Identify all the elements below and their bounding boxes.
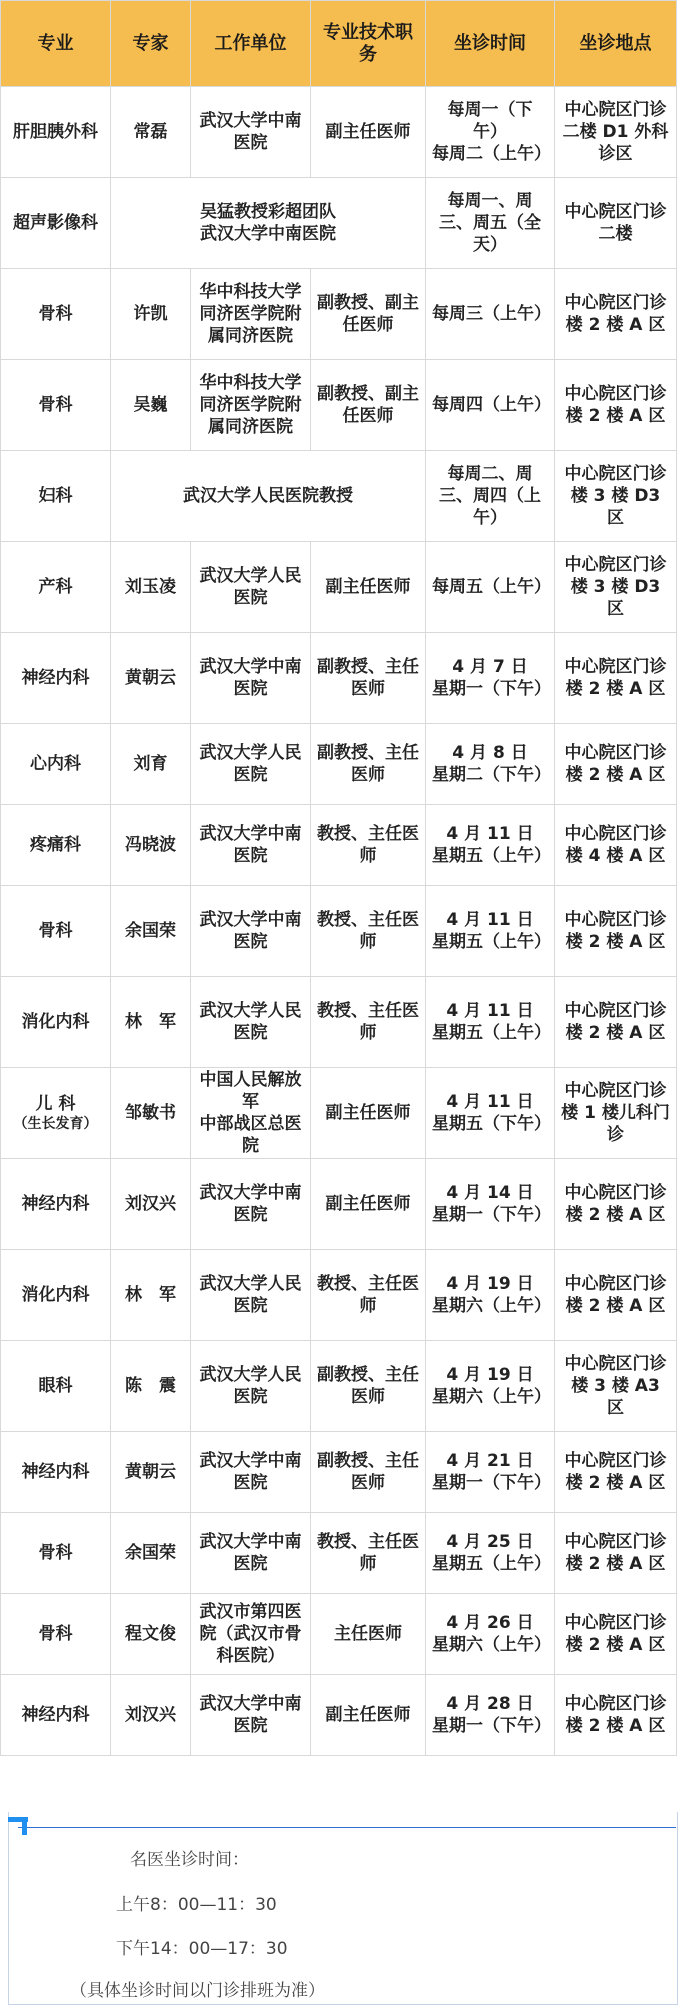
cell-place: 中心院区门诊楼 2 楼 A 区 — [555, 886, 677, 977]
cell-dept — [1, 724, 111, 805]
cell-time: 每周一（下午） 每周二（上午） — [426, 87, 555, 178]
cell-time: 每周三（上午） — [426, 269, 555, 360]
cell-dept-text: 骨科 — [38, 304, 73, 324]
cell-title: 教授、主任医师 — [311, 1250, 426, 1341]
header-time: 坐诊时间 — [426, 1, 555, 87]
cell-dept-text: 神经内科 — [21, 668, 90, 688]
header-title: 专业技术职务 — [311, 1, 426, 87]
cell-dept — [1, 633, 111, 724]
cell-place: 中心院区门诊楼 2 楼 A 区 — [555, 1250, 677, 1341]
cell-time: 4 月 11 日 星期五（上午） — [426, 805, 555, 886]
cell-place: 中心院区门诊楼 2 楼 A 区 — [555, 1159, 677, 1250]
table-row — [1, 451, 677, 542]
cell-unit: 武汉大学人民医院 — [191, 724, 311, 805]
cell-merged-expert-unit: 吴猛教授彩超团队 武汉大学中南医院 — [111, 178, 426, 269]
cell-dept — [1, 1675, 111, 1756]
cell-time: 4 月 8 日 星期二（下午） — [426, 724, 555, 805]
cell-dept-text: 疼痛科 — [30, 835, 81, 855]
cell-dept-text: 骨科 — [38, 1624, 73, 1644]
info-note: （具体坐诊时间以门诊排班为准） — [70, 1981, 325, 2001]
cell-dept-text: 神经内科 — [21, 1705, 90, 1725]
cell-dept-subtext: （生长发育） — [13, 1116, 98, 1132]
cell-dept — [1, 87, 111, 178]
cell-title: 副教授、副主任医师 — [311, 269, 426, 360]
cell-unit: 华中科技大学同济医学院附属同济医院 — [191, 360, 311, 451]
table-row — [1, 805, 677, 886]
cell-time: 4 月 7 日 星期一（下午） — [426, 633, 555, 724]
cell-time: 每周二、周三、周四（上午） — [426, 451, 555, 542]
cell-dept-text: 消化内科 — [21, 1285, 90, 1305]
table-row — [1, 1250, 677, 1341]
cell-dept-text: 超声影像科 — [13, 213, 98, 233]
cell-dept — [1, 1250, 111, 1341]
cell-unit: 武汉大学人民医院 — [191, 977, 311, 1068]
cell-expert: 黄朝云 — [111, 1432, 191, 1513]
cell-expert: 余国荣 — [111, 886, 191, 977]
cell-unit: 华中科技大学同济医学院附属同济医院 — [191, 269, 311, 360]
cell-title: 教授、主任医师 — [311, 805, 426, 886]
cell-title: 主任医师 — [311, 1594, 426, 1675]
header-place: 坐诊地点 — [555, 1, 677, 87]
cell-dept — [1, 542, 111, 633]
cell-title: 副教授、主任医师 — [311, 633, 426, 724]
cell-time: 4 月 28 日 星期一（下午） — [426, 1675, 555, 1756]
cell-expert: 黄朝云 — [111, 633, 191, 724]
cell-place: 中心院区门诊楼 2 楼 A 区 — [555, 1675, 677, 1756]
cell-unit: 武汉大学人民医院 — [191, 1250, 311, 1341]
cell-unit: 武汉大学中南医院 — [191, 1513, 311, 1594]
header-expert: 专家 — [111, 1, 191, 87]
table-row — [1, 542, 677, 633]
cell-time: 4 月 25 日 星期五（上午） — [426, 1513, 555, 1594]
table-row — [1, 633, 677, 724]
cell-time: 4 月 19 日 星期六（上午） — [426, 1250, 555, 1341]
cell-place: 中心院区门诊楼 2 楼 A 区 — [555, 1513, 677, 1594]
table-row — [1, 1159, 677, 1250]
table-row — [1, 87, 677, 178]
table-row — [1, 178, 677, 269]
cell-expert: 刘育 — [111, 724, 191, 805]
cell-title: 副主任医师 — [311, 1675, 426, 1756]
cell-unit: 武汉大学中南医院 — [191, 1675, 311, 1756]
cell-place: 中心院区门诊楼 3 楼 A3 区 — [555, 1341, 677, 1432]
cell-dept — [1, 451, 111, 542]
cell-place: 中心院区门诊楼 2 楼 A 区 — [555, 1432, 677, 1513]
cell-time: 每周四（上午） — [426, 360, 555, 451]
cell-place: 中心院区门诊楼 4 楼 A 区 — [555, 805, 677, 886]
cell-expert: 林 军 — [111, 1250, 191, 1341]
cell-title: 副教授、副主任医师 — [311, 360, 426, 451]
cell-place: 中心院区门诊楼 2 楼 A 区 — [555, 977, 677, 1068]
info-box-top-rule — [18, 1827, 676, 1828]
cell-dept — [1, 1432, 111, 1513]
table-row — [1, 977, 677, 1068]
cell-title: 副主任医师 — [311, 542, 426, 633]
cell-title: 副主任医师 — [311, 87, 426, 178]
cell-dept-text: 心内科 — [30, 754, 81, 774]
cell-expert: 吴巍 — [111, 360, 191, 451]
cell-unit: 武汉大学中南医院 — [191, 805, 311, 886]
cell-dept — [1, 1068, 111, 1159]
cell-unit: 武汉大学中南医院 — [191, 633, 311, 724]
cell-expert: 常磊 — [111, 87, 191, 178]
cell-unit: 武汉大学中南医院 — [191, 87, 311, 178]
cell-title: 教授、主任医师 — [311, 886, 426, 977]
cell-time: 4 月 19 日 星期六（上午） — [426, 1341, 555, 1432]
header-unit: 工作单位 — [191, 1, 311, 87]
cell-dept-text: 妇科 — [38, 486, 73, 506]
cell-unit: 武汉市第四医院（武汉市骨科医院） — [191, 1594, 311, 1675]
cell-dept-text: 神经内科 — [21, 1462, 90, 1482]
cell-time: 4 月 11 日 星期五（下午） — [426, 1068, 555, 1159]
cell-dept-text: 儿 科 — [35, 1094, 76, 1114]
cell-time: 每周一、周三、周五（全天） — [426, 178, 555, 269]
cell-title: 副主任医师 — [311, 1159, 426, 1250]
info-afternoon-hours: 下午14：00—17：30 — [116, 1939, 288, 1959]
cell-title: 副教授、主任医师 — [311, 724, 426, 805]
cell-dept-text: 骨科 — [38, 395, 73, 415]
table-row — [1, 1513, 677, 1594]
cell-dept — [1, 805, 111, 886]
cell-dept — [1, 1594, 111, 1675]
cell-place: 中心院区门诊楼 1 楼儿科门诊 — [555, 1068, 677, 1159]
cell-unit: 武汉大学中南医院 — [191, 1159, 311, 1250]
cell-unit: 武汉大学人民医院 — [191, 542, 311, 633]
cell-title: 副教授、主任医师 — [311, 1341, 426, 1432]
cell-expert: 陈 震 — [111, 1341, 191, 1432]
cell-title: 副教授、主任医师 — [311, 1432, 426, 1513]
table-header-row — [1, 1, 677, 87]
cell-expert: 冯晓波 — [111, 805, 191, 886]
cell-place: 中心院区门诊楼 2 楼 A 区 — [555, 269, 677, 360]
cell-expert: 邹敏书 — [111, 1068, 191, 1159]
cell-dept-text: 消化内科 — [21, 1012, 90, 1032]
cell-dept — [1, 1513, 111, 1594]
cell-place: 中心院区门诊楼 2 楼 A 区 — [555, 724, 677, 805]
cell-title: 副主任医师 — [311, 1068, 426, 1159]
cell-dept — [1, 360, 111, 451]
cell-dept-text: 骨科 — [38, 1543, 73, 1563]
cell-place: 中心院区门诊楼 2 楼 A 区 — [555, 360, 677, 451]
table-row — [1, 1068, 677, 1159]
cell-place: 中心院区门诊楼 2 楼 A 区 — [555, 633, 677, 724]
cell-dept-text: 眼科 — [38, 1376, 73, 1396]
cell-unit: 武汉大学人民医院 — [191, 1341, 311, 1432]
cell-place: 中心院区门诊楼 2 楼 A 区 — [555, 1594, 677, 1675]
cell-expert: 程文俊 — [111, 1594, 191, 1675]
cell-expert: 许凯 — [111, 269, 191, 360]
cell-expert: 刘汉兴 — [111, 1159, 191, 1250]
table-row — [1, 1432, 677, 1513]
cell-unit: 武汉大学中南医院 — [191, 1432, 311, 1513]
cell-place: 中心院区门诊二楼 — [555, 178, 677, 269]
cell-place: 中心院区门诊二楼 D1 外科诊区 — [555, 87, 677, 178]
cell-dept — [1, 886, 111, 977]
cell-merged-expert-unit: 武汉大学人民医院教授 — [111, 451, 426, 542]
cell-dept — [1, 1341, 111, 1432]
cell-dept — [1, 1159, 111, 1250]
cell-expert: 刘汉兴 — [111, 1675, 191, 1756]
cell-dept-text: 神经内科 — [21, 1194, 90, 1214]
cell-title: 教授、主任医师 — [311, 1513, 426, 1594]
cell-dept — [1, 178, 111, 269]
cell-dept-text: 骨科 — [38, 921, 73, 941]
cell-time: 4 月 11 日 星期五（上午） — [426, 886, 555, 977]
cell-dept-text: 产科 — [38, 577, 73, 597]
cell-time: 4 月 11 日 星期五（上午） — [426, 977, 555, 1068]
info-heading: 名医坐诊时间： — [130, 1850, 249, 1870]
corner-bracket-icon — [8, 1817, 28, 1837]
info-morning-hours: 上午8：00—11：30 — [116, 1895, 277, 1915]
header-dept: 专业 — [1, 1, 111, 87]
table-row — [1, 360, 677, 451]
cell-dept — [1, 977, 111, 1068]
cell-place: 中心院区门诊楼 3 楼 D3 区 — [555, 451, 677, 542]
table-row — [1, 1594, 677, 1675]
cell-time: 每周五（上午） — [426, 542, 555, 633]
cell-place: 中心院区门诊楼 3 楼 D3 区 — [555, 542, 677, 633]
cell-time: 4 月 14 日 星期一（下午） — [426, 1159, 555, 1250]
cell-expert: 林 军 — [111, 977, 191, 1068]
cell-unit: 中国人民解放军 中部战区总医院 — [191, 1068, 311, 1159]
cell-dept — [1, 269, 111, 360]
table-row — [1, 1341, 677, 1432]
cell-expert: 余国荣 — [111, 1513, 191, 1594]
cell-time: 4 月 26 日 星期六（上午） — [426, 1594, 555, 1675]
cell-unit: 武汉大学中南医院 — [191, 886, 311, 977]
table-row — [1, 1675, 677, 1756]
table-row — [1, 886, 677, 977]
cell-time: 4 月 21 日 星期一（下午） — [426, 1432, 555, 1513]
cell-title: 教授、主任医师 — [311, 977, 426, 1068]
table-row — [1, 269, 677, 360]
cell-expert: 刘玉凌 — [111, 542, 191, 633]
table-row — [1, 724, 677, 805]
cell-dept-text: 肝胆胰外科 — [13, 122, 98, 142]
